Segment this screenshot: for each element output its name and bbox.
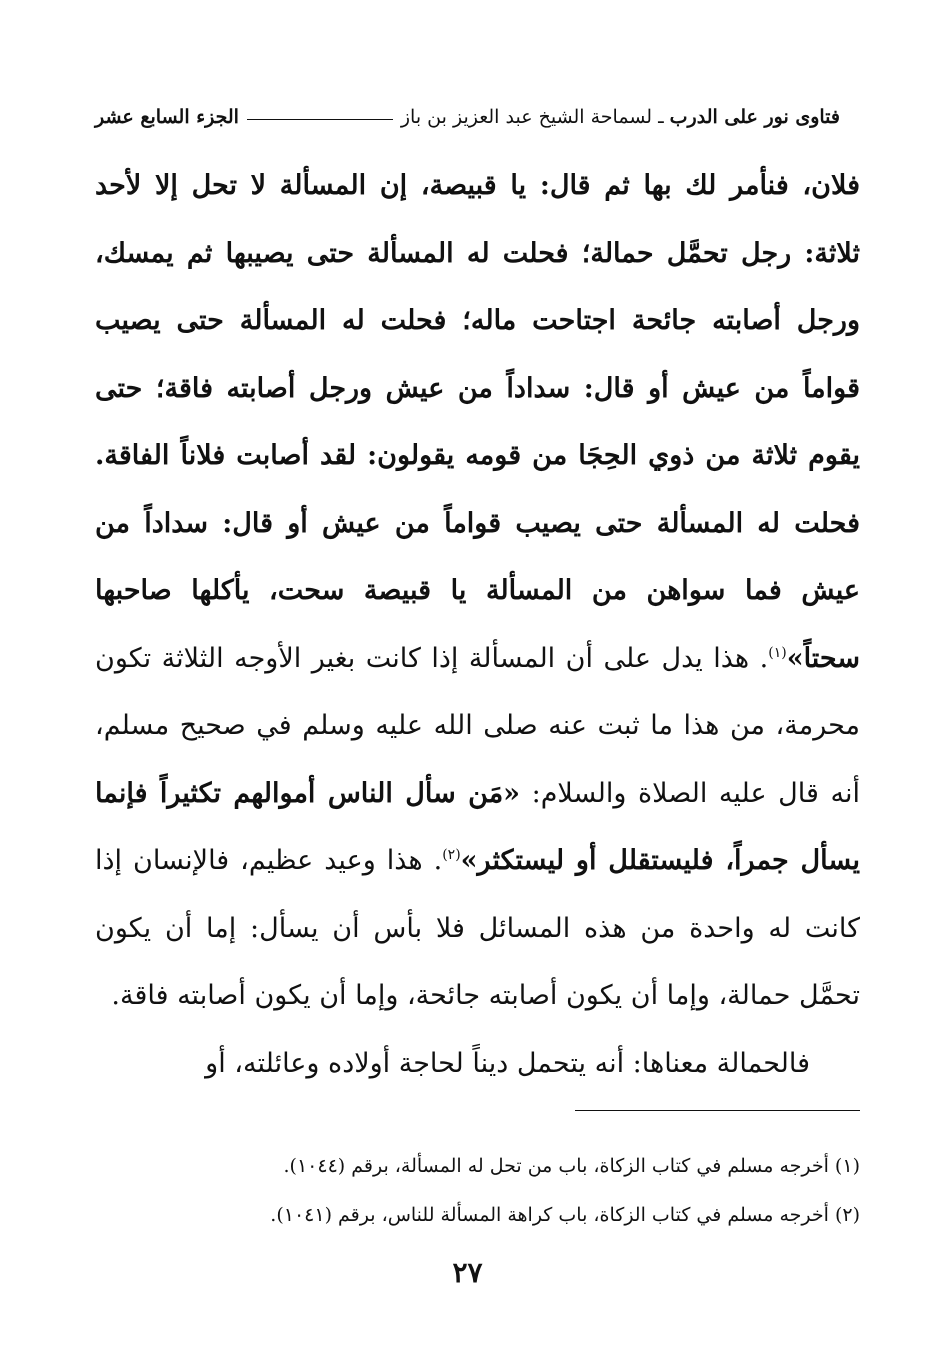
paragraph-1 xyxy=(95,152,860,1030)
header-volume: الجزء السابع عشر xyxy=(95,106,239,128)
header-author: لسماحة الشيخ عبد العزيز بن باز xyxy=(400,106,653,128)
footnotes xyxy=(95,1142,860,1240)
running-header xyxy=(95,100,840,134)
footnote-1: (١) أخرجه مسلم في كتاب الزكاة، باب من تحل له المسألة، برقم (١٠٤٤). xyxy=(283,1155,860,1177)
footnote-separator xyxy=(575,1110,860,1111)
footnote-ref-1: (١) xyxy=(768,644,787,661)
hadith-quote-1: فلان، فنأمر لك بها ثم قال: يا قبيصة، إن المسألة لا تحل إلا لأحد ثلاثة: رجل تحمَّل حمالة؛ فحلت له المسألة حتى يصيبها ثم يمسك، ورجل أصابته جائحة اجتاحت ماله؛ فحلت له المسألة حتى يصيب قواماً من عيش أو قال: سداداً من عيش ورجل أصابته فاقة؛ حتى يقوم ثلاثة من ذوي الحِجَا من قومه يقولون: لقد أصابت فلاناً الفاقة. فحلت له المسألة حتى يصيب قواماً من عيش أو قال: سداداً من عيش فما سواهن من المسألة يا قبيصة سحت، يأكلها صاحبها سحتاً» xyxy=(95,170,860,674)
body-text xyxy=(95,152,860,1097)
header-separator: ـ xyxy=(658,106,664,128)
header-book-title: فتاوى نور على الدرب xyxy=(669,106,840,128)
footnote-ref-2: (٢) xyxy=(442,847,461,863)
hadith-quote-2: «مَن سأل الناس أموالهم تكثيراً فإنما يسأل جمراً، فليستقلل أو ليستكثر» xyxy=(95,777,860,876)
paragraph-2: فالحمالة معناها: أنه يتحمل ديناً لحاجة أولاده وعائلته، أو xyxy=(205,1047,810,1079)
commentary-1: . هذا يدل على أن المسألة إذا كانت بغير الأوجه الثلاثة تكون محرمة، من هذا ما ثبت عنه صلى الله عليه وسلم في صحيح مسلم، أنه قال عليه الصلاة والسلام: xyxy=(95,642,860,809)
footnote-2: (٢) أخرجه مسلم في كتاب الزكاة، باب كراهة المسألة للناس، برقم (١٠٤١). xyxy=(270,1204,860,1226)
page-number: ٢٧ xyxy=(452,1256,483,1289)
commentary-2: . هذا وعيد عظيم، فالإنسان إذا كانت له واحدة من هذه المسائل فلا بأس أن يسأل: إما أن يكون تحمَّل حمالة، وإما أن يكون أصابته جائحة، وإما أن يكون أصابته فاقة. xyxy=(95,845,860,1011)
header-rule xyxy=(247,119,393,120)
